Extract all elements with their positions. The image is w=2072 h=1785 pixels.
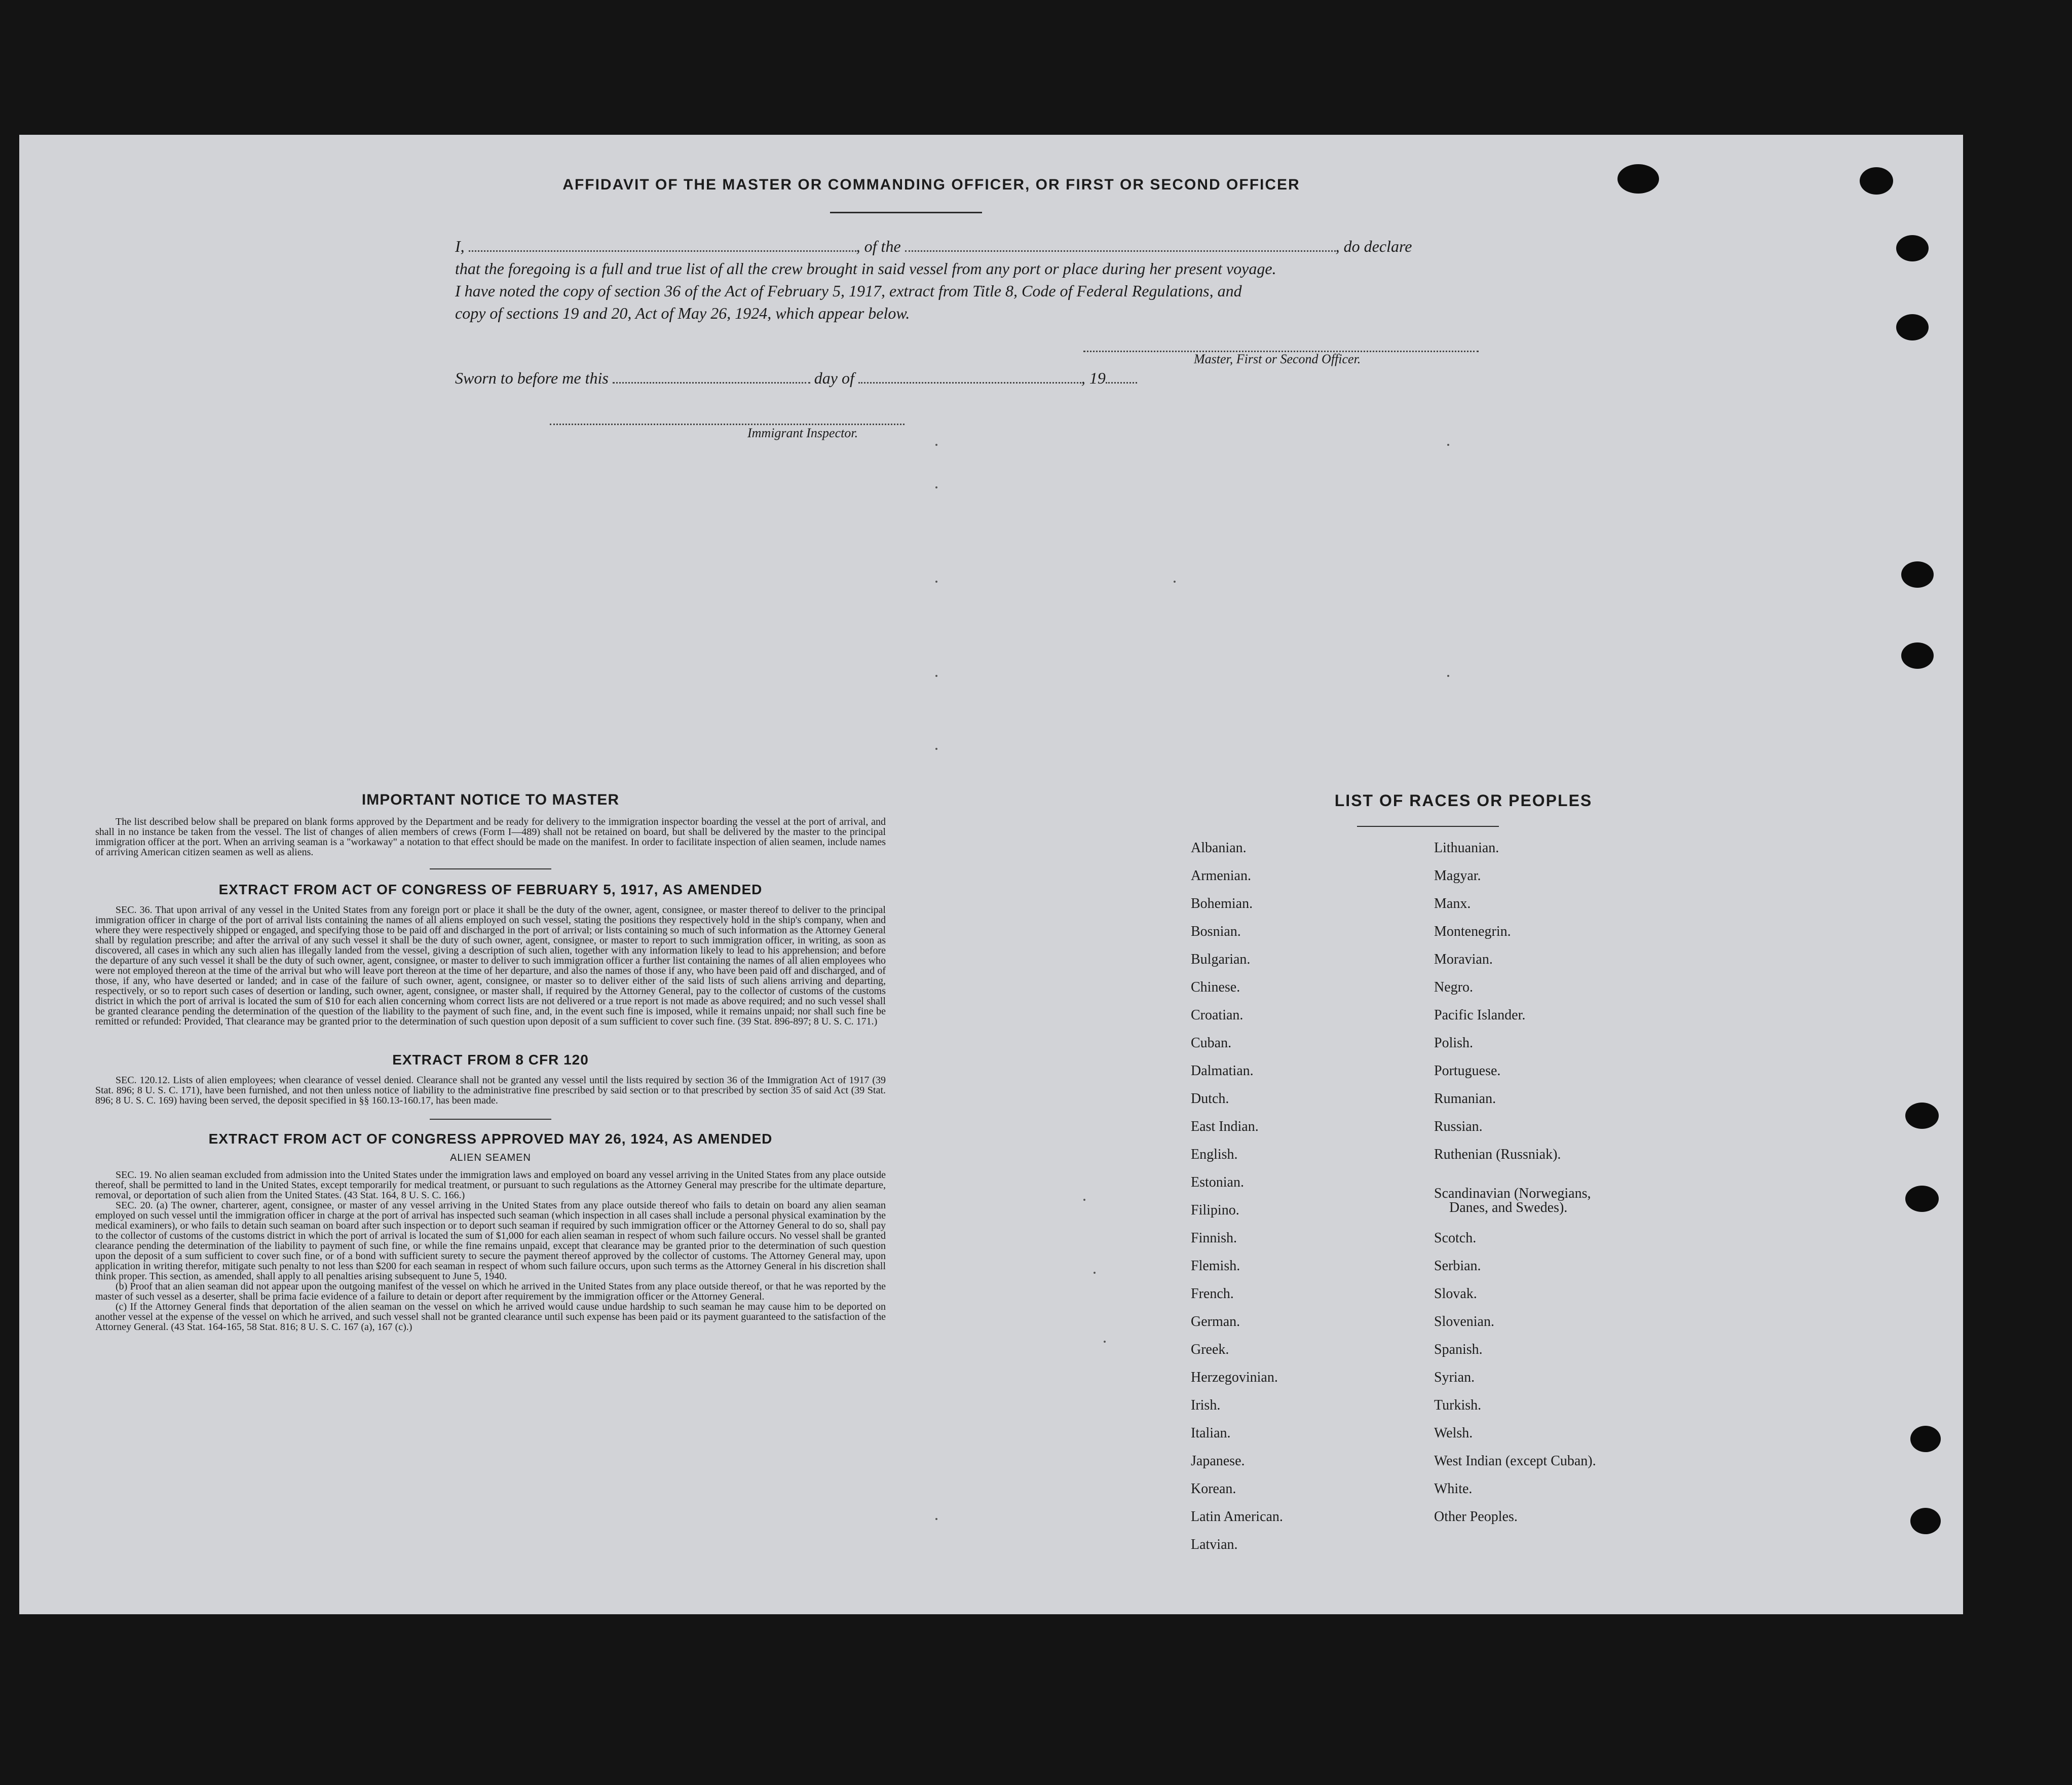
race-item: Chinese. xyxy=(1191,979,1240,995)
sec-19-paragraph: SEC. 19. No alien seaman excluded from admission into the United States under the immigration laws and employed on board any vessel arriving in the United States from any place outside thereof, shall be permitted to land in the United States, except temporarily for medical treatment, or pursuant to such regulations as the Attorney General may prescribe for the ultimate departure, removal, or deportation of such alien from the United States. (43 Stat. 164, 8 U. S. C. 166.) xyxy=(95,1169,886,1201)
sec-20a-paragraph: SEC. 20. (a) The owner, charterer, agent, consignee, or master of any vessel arriving in the United States from any place outside thereof who fails to detain on board any alien seaman employed on such vessel until the immigration officer in charge at the port of arrival has inspected such seaman (which inspection in all cases shall include a personal physical examination by the medical examiners), or who fails to detain such seaman on board after such inspection or to deport such seaman if required by such immigration officer or the Attorney General to do so, shall pay to the collector of customs of the customs district in which the port of arrival is located the sum of $1,000 for each alien seaman in respect of whom such failure occurs. No vessel shall be granted clearance pending the determination of the liability to payment of such fine, or while the fine remains unpaid, except that clearance may be granted prior to the determination of such question upon the deposit of a sum sufficient to cover such fine, or of a bond with sufficient surety to secure the payment thereof approved by the collector of customs. The Attorney General may, upon application in writing therefor, mitigate such penalty to not less than $200 for each seaman in respect of whom such failure occurs, upon such terms as the Attorney General in his discretion shall think proper. This section, as amended, shall apply to all penalties arising subsequent to June 5, 1940. xyxy=(95,1200,886,1282)
race-item: Negro. xyxy=(1434,979,1473,995)
binder-hole xyxy=(1617,164,1659,194)
race-item: West Indian (except Cuban). xyxy=(1434,1453,1596,1469)
scan-speck xyxy=(935,581,937,583)
race-item: Magyar. xyxy=(1434,868,1481,884)
race-item: English. xyxy=(1191,1147,1238,1162)
section-rule xyxy=(430,1119,551,1120)
affidavit-of-the: , of the xyxy=(856,237,901,255)
affidavit-line-3: I have noted the copy of section 36 of the Act of February 5, 1917, extract from Title 8, Code of Federal Regulations, and xyxy=(455,282,1242,300)
notice-paragraph: The list described below shall be prepared on blank forms approved by the Department and be ready for delivery to the immigration inspector boarding the vessel at the port of arrival, and shall in no instance be taken from the vessel. The list of changes of alien members of crews (Form I—489) shall not be retained on board, but shall be delivered by the master to the principal immigration officer at the port. When an arriving seaman is a "workaway" a notation to that effect should be made on the manifest. In order to facilitate inspection of alien seamen, include names of arriving American citizen seamen as well as aliens. xyxy=(95,816,886,858)
race-item: Manx. xyxy=(1434,896,1471,912)
extract-cfr-heading: EXTRACT FROM 8 CFR 120 xyxy=(392,1052,589,1068)
race-item: East Indian. xyxy=(1191,1119,1259,1134)
race-item: Bohemian. xyxy=(1191,896,1253,912)
race-item: Moravian. xyxy=(1434,952,1493,967)
race-item: Syrian. xyxy=(1434,1370,1475,1385)
sec-20c-paragraph: (c) If the Attorney General finds that deportation of the alien seaman on the vessel on which he arrived would cause undue hardship to such seaman he may cause him to be deported on another vessel at the expense of the vessel on which he arrived, and such vessel shall not be granted clearance until such expense has been paid or its payment guaranteed to the satisfaction of the Attorney General. (43 Stat. 164-165, 58 Stat. 816; 8 U. S. C. 167 (a), 167 (c).) xyxy=(95,1301,886,1333)
day-of-text: day of xyxy=(814,369,854,387)
race-item: Filipino. xyxy=(1191,1202,1239,1218)
binder-hole xyxy=(1901,561,1934,588)
race-item: Bulgarian. xyxy=(1191,952,1251,967)
race-item: Ruthenian (Russniak). xyxy=(1434,1147,1561,1162)
race-item: Turkish. xyxy=(1434,1397,1482,1413)
extract-cfr-paragraph: SEC. 120.12. Lists of alien employees; when clearance of vessel denied. Clearance shall not be granted any vessel until the lists required by section 36 of the Immigration Act of 1917 (39 Stat. 896; 8 U. S. C. 171), have been furnished, and not then unless notice of liability to the administrative fine prescribed by said section or to that prescribed by section 35 of said Act (39 Stat. 896; 8 U. S. C. 169) having been served, the deposit specified in §§ 160.13-160.17, has been made. xyxy=(95,1075,886,1106)
race-item: Other Peoples. xyxy=(1434,1509,1518,1525)
scan-speck xyxy=(1094,1272,1096,1274)
notice-section xyxy=(95,791,886,1332)
race-item: Japanese. xyxy=(1191,1453,1245,1469)
race-item: Cuban. xyxy=(1191,1035,1232,1051)
race-item: Armenian. xyxy=(1191,868,1251,884)
race-item: Portuguese. xyxy=(1434,1063,1501,1079)
race-item: Pacific Islander. xyxy=(1434,1007,1526,1023)
scan-speck xyxy=(935,1518,937,1520)
scan-speck xyxy=(1447,675,1449,677)
vessel-blank xyxy=(905,237,1336,252)
binder-hole xyxy=(1896,235,1929,261)
name-blank xyxy=(469,237,856,252)
race-item: Russian. xyxy=(1434,1119,1483,1134)
race-item: Slovenian. xyxy=(1434,1314,1494,1330)
scan-speck xyxy=(935,675,937,677)
year-blank xyxy=(1106,369,1137,384)
race-item: Danes, and Swedes). xyxy=(1449,1200,1568,1216)
race-item: Slovak. xyxy=(1434,1286,1477,1302)
extract-1917-body xyxy=(95,905,886,1027)
race-item: French. xyxy=(1191,1286,1234,1302)
day-blank xyxy=(613,369,810,384)
affidavit-text xyxy=(455,235,1484,324)
form-page xyxy=(19,135,1963,1614)
race-item: Croatian. xyxy=(1191,1007,1244,1023)
master-caption: Master, First or Second Officer. xyxy=(1194,352,1361,366)
race-item: Italian. xyxy=(1191,1425,1231,1441)
year-text: , 19 xyxy=(1081,369,1106,387)
affidavit-line-2: that the foregoing is a full and true list of all the crew brought in said vessel from any port or place during her present voyage. xyxy=(455,259,1276,278)
extract-1924-subheading: ALIEN SEAMEN xyxy=(450,1152,531,1163)
race-item: Dalmatian. xyxy=(1191,1063,1254,1079)
race-item: Dutch. xyxy=(1191,1091,1229,1107)
extract-1924-body xyxy=(95,1170,886,1332)
extract-1917-heading: EXTRACT FROM ACT OF CONGRESS OF FEBRUARY 5, 1917, AS AMENDED xyxy=(218,882,763,897)
binder-hole xyxy=(1905,1186,1939,1212)
sec-20b-paragraph: (b) Proof that an alien seaman did not appear upon the outgoing manifest of the vessel on which he arrived in the United States from any place outside thereof, or that he was reported by the master of such vessel as a deserter, shall be prima facie evidence of a failure to detain or deport after requirement by the immigration officer or the Attorney General. xyxy=(95,1281,886,1302)
scan-speck xyxy=(1174,581,1176,583)
extract-1917-paragraph: SEC. 36. That upon arrival of any vessel in the United States from any foreign port or place it shall be the duty of the owner, agent, consignee, or master thereof to deliver to the principal immigration officer in charge of the port of arrival lists containing the names of all aliens employed on such vessel, stating the positions they respectively hold in the ship's company, when and where they were respectively shipped or engaged, and specifying those to be paid off and discharged in the port of arrival; or lists containing so much of such information as the Attorney General shall by regulation prescribe; and after the arrival of any such vessel it shall be the duty of such owner, agent, consignee, or master to report to such immigration officer, in writing, as soon as discovered, all cases in which any such alien has illegally landed from the vessel, giving a description of such alien, together with any information likely to lead to his apprehension; and before the departure of any such vessel it shall be the duty of such owner, agent, consignee, or master to deliver to such immigration officer a further list containing the names of all alien employees who were not employed thereon at the time of the arrival but who will leave port thereon at the time of her departure, and also the names of those if any, who have been paid off and discharged, and of those, if any, who have deserted or landed; and in case of the failure of such owner, agent, consignee, or master so to deliver either of the said lists of such aliens arriving and departing, respectively, or so to report such cases of desertion or landing, such owner, agent, consignee, or master shall, if required by the Attorney General, pay to the collector of customs of the customs district in which the port of arrival is located the sum of $10 for each alien concerning whom correct lists are not delivered or a true report is not made as above required; and no such vessel shall be granted clearance pending the determination of the question of the liability to the payment of such fine, and, in the event such fine is imposed, while it remains unpaid; nor shall such fine be remitted or refunded: Provided, That clearance may be granted prior to the determination of such question upon deposit of a sum sufficient to cover such fine. (39 Stat. 896-897; 8 U. S. C. 171.) xyxy=(95,904,886,1027)
binder-hole xyxy=(1901,642,1934,669)
race-item: Montenegrin. xyxy=(1434,924,1511,939)
race-item: Welsh. xyxy=(1434,1425,1473,1441)
affidavit-i: I, xyxy=(455,237,465,255)
race-item: Irish. xyxy=(1191,1397,1221,1413)
race-item: Herzegovinian. xyxy=(1191,1370,1278,1385)
races-heading: LIST OF RACES OR PEOPLES xyxy=(1334,791,1593,810)
race-item: Latvian. xyxy=(1191,1537,1238,1552)
race-item: German. xyxy=(1191,1314,1240,1330)
extract-cfr-body xyxy=(95,1075,886,1106)
notice-body xyxy=(95,817,886,857)
races-rule xyxy=(1357,826,1499,827)
section-rule xyxy=(430,868,551,869)
title-rule xyxy=(830,212,982,213)
inspector-signature-line xyxy=(550,424,905,425)
scan-speck xyxy=(1083,1199,1085,1201)
scan-speck xyxy=(1447,444,1449,446)
race-item: Latin American. xyxy=(1191,1509,1283,1525)
scan-speck xyxy=(935,748,937,750)
affidavit-line-4: copy of sections 19 and 20, Act of May 26, 1924, which appear below. xyxy=(455,304,910,322)
race-item: White. xyxy=(1434,1481,1473,1497)
race-item: Serbian. xyxy=(1434,1258,1481,1274)
binder-hole xyxy=(1896,314,1929,340)
race-item: Polish. xyxy=(1434,1035,1474,1051)
race-item: Rumanian. xyxy=(1434,1091,1496,1107)
sworn-line xyxy=(455,369,1137,388)
race-item: Flemish. xyxy=(1191,1258,1240,1274)
affidavit-title: AFFIDAVIT OF THE MASTER OR COMMANDING OFFICER, OR FIRST OR SECOND OFFICER xyxy=(562,176,1300,193)
race-item: Bosnian. xyxy=(1191,924,1241,939)
race-item: Korean. xyxy=(1191,1481,1236,1497)
affidavit-line-1 xyxy=(455,235,1484,257)
notice-heading: IMPORTANT NOTICE TO MASTER xyxy=(361,791,620,808)
binder-hole xyxy=(1860,167,1893,195)
sworn-text: Sworn to before me this xyxy=(455,369,609,387)
binder-hole xyxy=(1905,1103,1939,1129)
inspector-caption: Immigrant Inspector. xyxy=(747,426,858,440)
scan-speck xyxy=(935,444,937,446)
extract-1924-heading: EXTRACT FROM ACT OF CONGRESS APPROVED MAY 26, 1924, AS AMENDED xyxy=(208,1131,773,1147)
race-item: Finnish. xyxy=(1191,1230,1237,1246)
race-item: Lithuanian. xyxy=(1434,840,1499,856)
scan-speck xyxy=(935,486,937,488)
month-blank xyxy=(858,369,1081,384)
race-item: Spanish. xyxy=(1434,1342,1483,1357)
binder-hole xyxy=(1910,1426,1941,1452)
binder-hole xyxy=(1910,1508,1941,1534)
scan-speck xyxy=(1104,1341,1106,1343)
race-item: Greek. xyxy=(1191,1342,1229,1357)
race-item: Scotch. xyxy=(1434,1230,1477,1246)
affidavit-declare: , do declare xyxy=(1335,237,1412,255)
race-item: Estonian. xyxy=(1191,1174,1244,1190)
race-item: Albanian. xyxy=(1191,840,1247,856)
race-item: Scandinavian (Norwegians, xyxy=(1434,1186,1591,1201)
